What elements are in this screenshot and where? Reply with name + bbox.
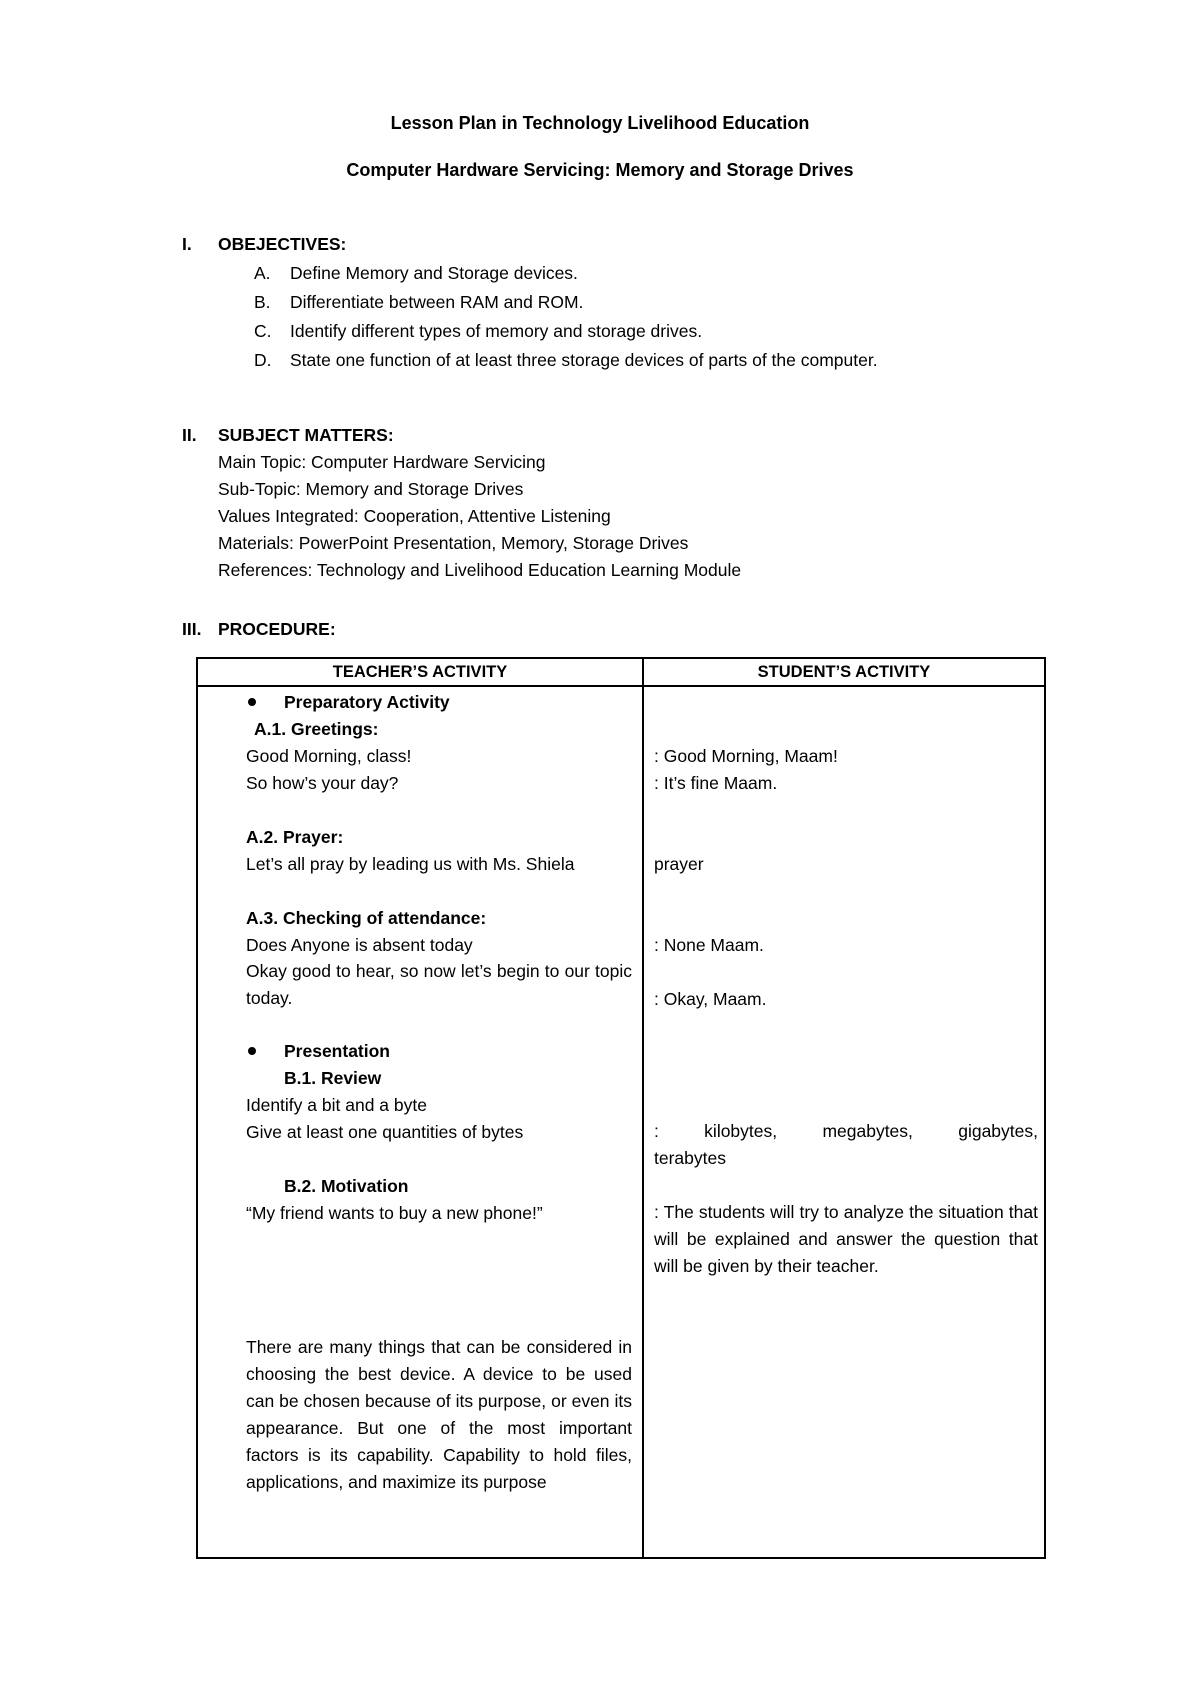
subject-sub-topic: Sub-Topic: Memory and Storage Drives bbox=[218, 479, 524, 499]
subject-materials: Materials: PowerPoint Presentation, Memory, Storage Drives bbox=[218, 533, 689, 553]
subject-number: II. bbox=[182, 425, 197, 445]
teacher-attendance-reply: Okay good to hear, so now let’s begin to our topic today. bbox=[246, 961, 632, 1008]
preparatory-activity-label: Preparatory Activity bbox=[284, 692, 450, 712]
objective-item bbox=[254, 321, 702, 342]
bullet-icon bbox=[248, 698, 256, 706]
student-okay: : Okay, Maam. bbox=[654, 989, 767, 1009]
objective-item bbox=[254, 350, 878, 371]
teacher-greeting: Good Morning, class! bbox=[246, 746, 412, 766]
teacher-paragraph: There are many things that can be considered in choosing the best device. A device to be used can be chosen because of its purpose, or even its appearance. But one of the most important factors is its capability. Capability to hold files, applications, and maximize its purpose bbox=[246, 1337, 632, 1492]
objective-item bbox=[254, 263, 578, 284]
bullet-icon bbox=[248, 1047, 256, 1055]
objective-letter: A. bbox=[254, 263, 271, 283]
prayer-heading: A.2. Prayer: bbox=[246, 827, 344, 847]
student-activity-header: STUDENT’S ACTIVITY bbox=[643, 658, 1045, 686]
student-greeting: : Good Morning, Maam! bbox=[654, 746, 838, 766]
student-answer: : It’s fine Maam. bbox=[654, 773, 778, 793]
objective-letter: C. bbox=[254, 321, 272, 341]
attendance-heading: A.3. Checking of attendance: bbox=[246, 908, 487, 928]
objective-text: State one function of at least three storage devices of parts of the computer. bbox=[290, 350, 878, 370]
student-prayer: prayer bbox=[654, 854, 704, 874]
document-subtitle: Computer Hardware Servicing: Memory and Storage Drives bbox=[346, 160, 854, 180]
procedure-table bbox=[196, 657, 1046, 1559]
teacher-review-1: Identify a bit and a byte bbox=[246, 1095, 427, 1115]
presentation-label: Presentation bbox=[284, 1041, 390, 1061]
objective-item bbox=[254, 292, 583, 313]
subject-heading-text: SUBJECT MATTERS: bbox=[218, 425, 394, 445]
objective-text: Identify different types of memory and storage drives. bbox=[290, 321, 703, 341]
student-review-answer: : kilobytes, megabytes, gigabytes, terabytes bbox=[654, 1121, 1038, 1168]
teacher-review-2: Give at least one quantities of bytes bbox=[246, 1122, 524, 1142]
student-motivation-answer: : The students will try to analyze the situation that will be explained and answer the question that will be given by their teacher. bbox=[654, 1202, 1038, 1276]
teacher-activity-header: TEACHER’S ACTIVITY bbox=[197, 658, 643, 686]
objective-letter: B. bbox=[254, 292, 271, 312]
student-attendance-answer: : None Maam. bbox=[654, 935, 764, 955]
teacher-activity-cell bbox=[197, 686, 643, 1558]
objective-text: Define Memory and Storage devices. bbox=[290, 263, 578, 283]
objectives-heading-text: OBEJECTIVES: bbox=[218, 234, 347, 254]
student-activity-cell bbox=[643, 686, 1045, 1558]
motivation-heading: B.2. Motivation bbox=[284, 1176, 409, 1196]
procedure-number: III. bbox=[182, 619, 202, 639]
teacher-motivation: “My friend wants to buy a new phone!” bbox=[246, 1203, 543, 1223]
teacher-prayer: Let’s all pray by leading us with Ms. Shiela bbox=[246, 854, 575, 874]
greetings-heading: A.1. Greetings: bbox=[254, 719, 379, 739]
review-heading: B.1. Review bbox=[284, 1068, 382, 1088]
objectives-number: I. bbox=[182, 234, 192, 254]
subject-references: References: Technology and Livelihood Education Learning Module bbox=[218, 560, 742, 580]
subject-values: Values Integrated: Cooperation, Attentive Listening bbox=[218, 506, 611, 526]
teacher-question: So how’s your day? bbox=[246, 773, 399, 793]
document-title: Lesson Plan in Technology Livelihood Education bbox=[390, 113, 810, 133]
procedure-heading bbox=[182, 619, 336, 640]
objective-letter: D. bbox=[254, 350, 272, 370]
procedure-heading-text: PROCEDURE: bbox=[218, 619, 336, 639]
objectives-heading bbox=[182, 234, 346, 255]
teacher-attendance-question: Does Anyone is absent today bbox=[246, 935, 473, 955]
subject-heading bbox=[182, 425, 394, 446]
subject-main-topic: Main Topic: Computer Hardware Servicing bbox=[218, 452, 546, 472]
objective-text: Differentiate between RAM and ROM. bbox=[290, 292, 584, 312]
